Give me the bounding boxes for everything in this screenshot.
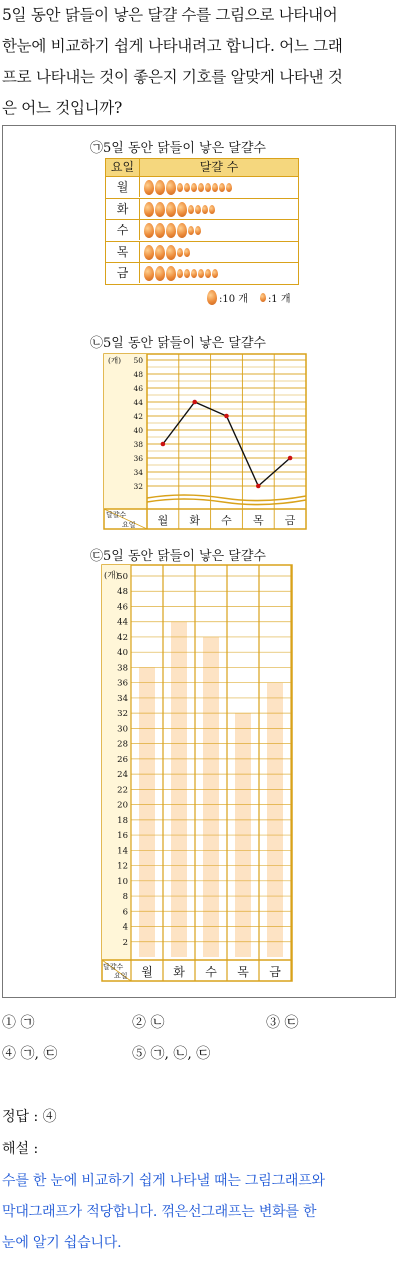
picture-graph-header xyxy=(106,159,298,177)
x-tick-label: 월 xyxy=(141,965,153,979)
picture-graph-row xyxy=(106,219,298,240)
y-unit-label: (개) xyxy=(108,356,122,365)
picture-graph-row xyxy=(106,241,298,262)
choice-number: ② xyxy=(132,1015,146,1031)
egg-small-icon xyxy=(205,183,211,192)
egg-small-icon xyxy=(209,205,215,214)
egg-small-icon xyxy=(226,183,232,192)
egg-big-icon xyxy=(166,223,176,238)
y-tick-label: 48 xyxy=(117,587,128,598)
y-tick-label: 6 xyxy=(122,907,128,918)
question-line: 한눈에 비교하기 쉽게 나타내려고 합니다. 어느 그래 xyxy=(2,37,343,55)
bar-chart xyxy=(101,564,293,982)
egg-small-icon xyxy=(184,248,190,257)
y-tick-label: 22 xyxy=(117,785,128,796)
data-point xyxy=(224,414,229,419)
y-tick-label: 34 xyxy=(117,693,128,704)
egg-icons xyxy=(144,201,215,218)
picture-graph-title: ㉠5일 동안 닭들이 낳은 달걀수 xyxy=(90,141,266,156)
egg-small-icon xyxy=(188,226,194,235)
choice-text: ㉠, ㉢ xyxy=(20,1046,58,1062)
egg-big-icon xyxy=(144,202,154,217)
explanation-line: 눈에 알기 쉽습니다. xyxy=(2,1235,122,1251)
y-tick-label: 30 xyxy=(117,724,128,735)
y-tick-label: 50 xyxy=(133,356,143,365)
egg-big-icon xyxy=(166,245,176,260)
day-label: 화 xyxy=(106,199,140,219)
egg-big-icon xyxy=(155,180,165,195)
y-tick-label: 16 xyxy=(117,831,128,842)
x-tick-label: 수 xyxy=(221,514,232,527)
egg-small-icon xyxy=(195,226,201,235)
y-tick-label: 44 xyxy=(117,617,128,628)
choice-5[interactable] xyxy=(132,1043,210,1063)
line-chart xyxy=(103,353,308,531)
y-tick-label: 40 xyxy=(133,426,143,435)
egg-big-icon xyxy=(166,180,176,195)
egg-big-icon xyxy=(166,266,176,281)
y-tick-label: 20 xyxy=(117,800,128,811)
y-tick-label: 42 xyxy=(133,412,143,421)
egg-small-icon xyxy=(191,183,197,192)
question-line: 프로 나타내는 것이 좋은지 기호를 알맞게 나타낸 것 xyxy=(2,68,343,86)
egg-icons xyxy=(144,244,190,261)
egg-small-icon xyxy=(212,183,218,192)
data-point xyxy=(256,484,261,489)
day-label: 금 xyxy=(106,263,140,283)
data-point xyxy=(192,400,197,405)
y-tick-label: 34 xyxy=(133,468,143,477)
choice-number: ④ xyxy=(2,1046,16,1062)
egg-small-icon xyxy=(177,248,183,257)
egg-small-icon xyxy=(177,269,183,278)
day-label: 수 xyxy=(106,220,140,240)
y-tick-label: 38 xyxy=(117,663,128,674)
x-tick-label: 금 xyxy=(284,514,296,527)
egg-small-icon xyxy=(198,183,204,192)
answer: 정답 : ④ xyxy=(2,1109,57,1125)
picture-graph-row xyxy=(106,198,298,219)
egg-big-icon xyxy=(144,180,154,195)
y-tick-label: 50 xyxy=(117,572,128,582)
bar-graph-title: ㉢5일 동안 닭들이 낳은 달걀수 xyxy=(90,549,266,564)
egg-big-icon xyxy=(144,223,154,238)
day-label: 목 xyxy=(106,242,140,262)
egg-small-icon xyxy=(184,183,190,192)
egg-small-icon xyxy=(191,269,197,278)
egg-big-icon xyxy=(177,202,187,217)
y-tick-label: 26 xyxy=(117,754,128,765)
egg-icons xyxy=(144,265,218,282)
question-line: 5일 동안 닭들이 낳은 달걀 수를 그림으로 나타내어 xyxy=(2,6,338,24)
y-tick-label: 8 xyxy=(122,892,128,903)
y-tick-label: 36 xyxy=(117,678,128,689)
x-tick-label: 화 xyxy=(189,514,201,527)
choice-2[interactable] xyxy=(132,1012,164,1032)
choice-text: ㉢ xyxy=(284,1015,299,1031)
egg-small-icon xyxy=(198,269,204,278)
x-tick-label: 목 xyxy=(252,514,264,527)
x-tick-label: 수 xyxy=(205,965,217,979)
y-tick-label: 18 xyxy=(117,815,128,826)
question-line: 은 어느 것입니까? xyxy=(2,99,122,117)
data-point xyxy=(161,442,166,447)
y-tick-label: 46 xyxy=(133,384,143,393)
y-tick-label: 44 xyxy=(133,398,143,407)
egg-small-icon xyxy=(205,269,211,278)
choice-4[interactable] xyxy=(2,1043,57,1063)
header-day: 요일 xyxy=(106,159,140,176)
choice-1[interactable] xyxy=(2,1012,34,1032)
choice-number: ① xyxy=(2,1015,16,1031)
x-tick-label: 월 xyxy=(157,514,169,527)
x-tick-label: 금 xyxy=(269,965,281,979)
picture-graph xyxy=(105,158,299,285)
choice-text: ㉡ xyxy=(150,1015,165,1031)
y-tick-label: 28 xyxy=(117,739,128,750)
y-tick-label: 10 xyxy=(117,876,128,887)
corner-label-top: 달걀수 xyxy=(106,511,127,519)
egg-small-icon xyxy=(219,183,225,192)
y-tick-label: 32 xyxy=(117,709,128,720)
choice-number: ⑤ xyxy=(132,1046,146,1062)
egg-small-icon xyxy=(188,205,194,214)
egg-small-icon xyxy=(195,205,201,214)
picture-graph-row xyxy=(106,262,298,283)
x-tick-label: 화 xyxy=(173,965,185,979)
corner-label-bottom: 요일 xyxy=(122,521,136,529)
data-point xyxy=(288,456,293,461)
egg-big-icon xyxy=(166,202,176,217)
legend-small-label: :1 개 xyxy=(267,294,291,305)
x-tick-label: 목 xyxy=(237,965,249,979)
y-tick-label: 48 xyxy=(133,370,143,379)
egg-icons xyxy=(144,179,232,196)
egg-small-icon xyxy=(260,293,266,302)
line-graph-title: ㉡5일 동안 닭들이 낳은 달걀수 xyxy=(90,336,266,351)
y-tick-label: 38 xyxy=(133,440,143,449)
y-unit-label: (개) xyxy=(104,571,119,581)
egg-big-icon xyxy=(155,223,165,238)
y-tick-label: 40 xyxy=(117,648,128,659)
picture-graph-row xyxy=(106,176,298,197)
egg-big-icon xyxy=(144,245,154,260)
question-text xyxy=(2,0,398,124)
egg-icons xyxy=(144,222,201,239)
choice-3[interactable] xyxy=(266,1012,298,1032)
y-tick-label: 2 xyxy=(122,937,128,948)
y-tick-label: 32 xyxy=(133,482,143,491)
explanation-label: 해설 : xyxy=(2,1141,39,1157)
egg-small-icon xyxy=(212,269,218,278)
egg-small-icon xyxy=(177,183,183,192)
y-tick-label: 36 xyxy=(133,454,143,463)
choice-text: ㉠, ㉡, ㉢ xyxy=(150,1046,211,1062)
legend-big-label: :10 개 xyxy=(219,294,248,305)
explanation-line: 막대그래프가 적당합니다. 꺾은선그래프는 변화를 한 xyxy=(2,1204,317,1220)
picture-graph-legend xyxy=(207,290,291,305)
bar xyxy=(203,637,219,957)
egg-big-icon xyxy=(144,266,154,281)
y-tick-label: 24 xyxy=(117,770,128,781)
explanation-line: 수를 한 눈에 비교하기 쉽게 나타낼 때는 그림그래프와 xyxy=(2,1173,325,1189)
egg-big-icon xyxy=(155,266,165,281)
y-tick-label: 14 xyxy=(117,846,128,857)
egg-small-icon xyxy=(202,205,208,214)
egg-big-icon xyxy=(155,245,165,260)
day-label: 월 xyxy=(106,177,140,197)
choice-number: ③ xyxy=(266,1015,280,1031)
bar xyxy=(139,667,155,957)
header-count: 달걀 수 xyxy=(199,160,239,174)
egg-big-icon xyxy=(155,202,165,217)
egg-big-icon xyxy=(177,223,187,238)
corner-label-top: 달걀수 xyxy=(103,963,124,971)
egg-small-icon xyxy=(184,269,190,278)
y-tick-label: 12 xyxy=(117,861,128,872)
corner-label-bottom: 요일 xyxy=(114,972,128,980)
explanation xyxy=(2,1166,398,1259)
y-tick-label: 42 xyxy=(117,632,128,643)
choice-text: ㉠ xyxy=(20,1015,35,1031)
y-tick-label: 4 xyxy=(122,922,128,933)
egg-big-icon xyxy=(207,290,217,305)
y-tick-label: 46 xyxy=(117,602,128,613)
